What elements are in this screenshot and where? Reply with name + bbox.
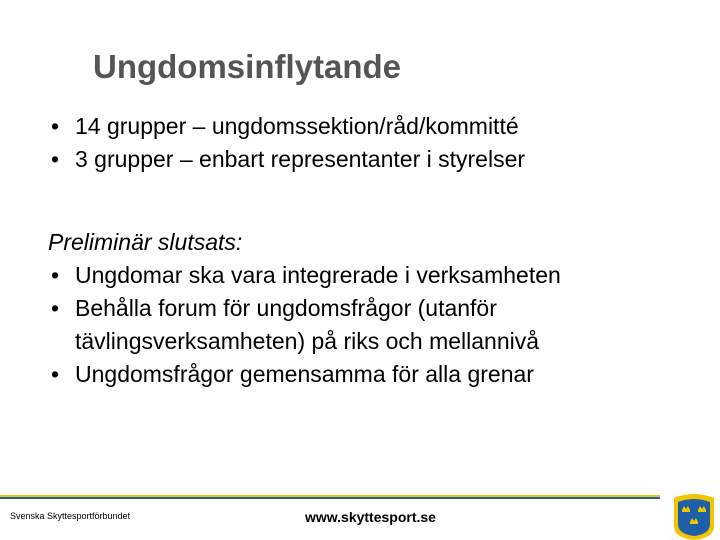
bullet-item [48, 259, 698, 292]
footer-website: www.skyttesport.se [305, 509, 436, 525]
bullet-text: Ungdomar ska vara integrerade i verksamheten [75, 262, 561, 288]
bullet-text: 3 grupper – enbart representanter i styrelser [75, 146, 526, 172]
bullet-marker: • [51, 146, 60, 172]
bullet-item [48, 292, 698, 358]
footer-organization: Svenska Skyttesportförbundet [10, 511, 131, 521]
bullet-marker: • [51, 113, 60, 139]
bullet-marker: • [51, 295, 60, 321]
bullet-item [48, 110, 698, 143]
bullet-text: 14 grupper – ungdomssektion/råd/kommitté [75, 113, 519, 139]
slide-body [48, 110, 698, 391]
spacer [48, 176, 698, 226]
footer-divider-blue [0, 497, 660, 499]
conclusion-label: Preliminär slutsats: [48, 229, 243, 255]
bullet-text: Behålla forum för ungdomsfrågor (utanför tävlingsverksamheten) på riks och mellannivå [75, 295, 540, 354]
bullet-item [48, 358, 698, 391]
crown-shield-logo-icon [668, 492, 720, 540]
bullet-item [48, 143, 698, 176]
bullet-text: Ungdomsfrågor gemensamma för alla grenar [75, 361, 534, 387]
bullet-marker: • [51, 361, 60, 387]
bullet-marker: • [51, 262, 60, 288]
slide-title: Ungdomsinflytande [93, 48, 402, 85]
